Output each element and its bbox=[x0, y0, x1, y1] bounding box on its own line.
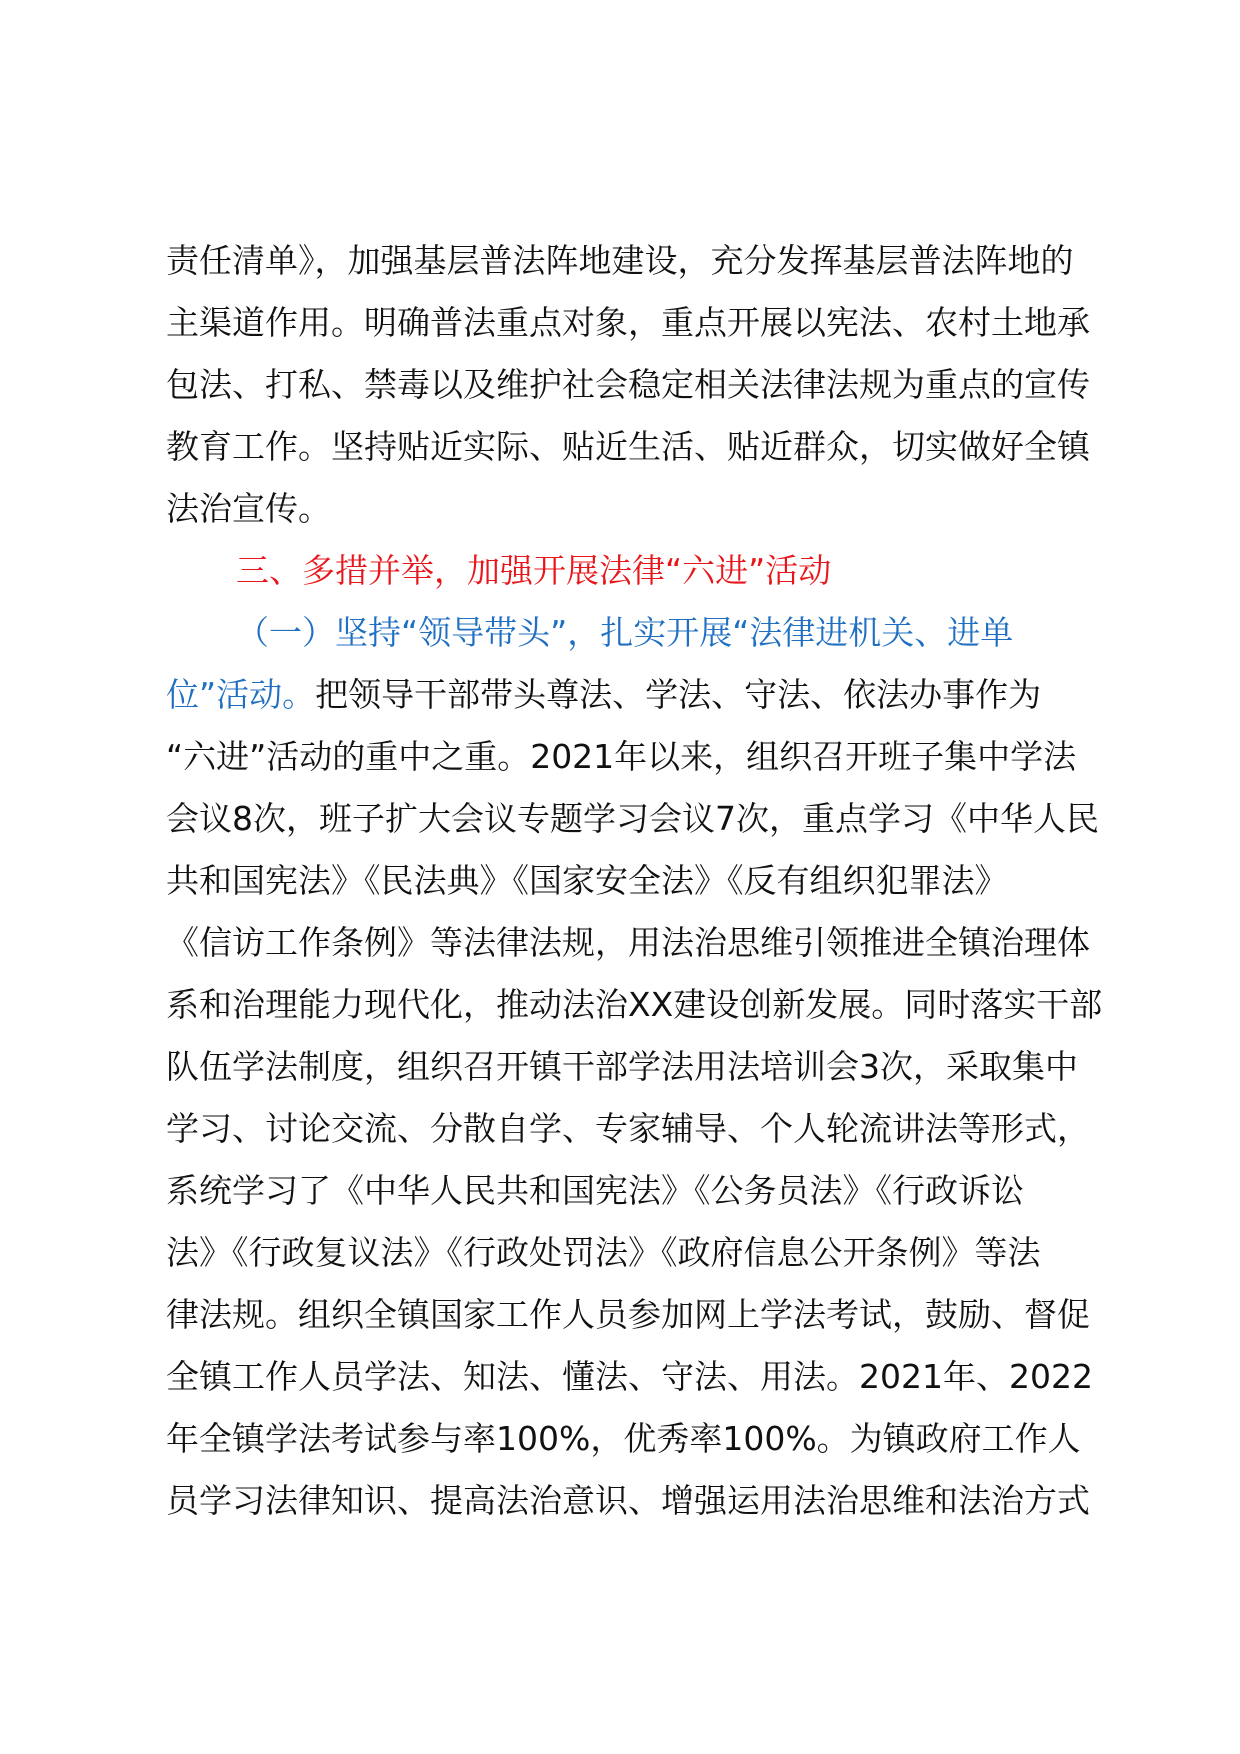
paragraph-line: 会议8次，班子扩大会议专题学习会议7次，重点学习《中华人民 bbox=[166, 799, 1099, 838]
subsection-heading-end: 位”活动。 bbox=[166, 675, 316, 714]
subsection-paragraph bbox=[166, 602, 1106, 1532]
paragraph-text: 把领导干部带头尊法、学法、守法、依法办事作为 bbox=[315, 675, 1042, 714]
subsection-heading-line: （一）坚持“领导带头”，扎实开展“法律进机关、进单 bbox=[236, 613, 1014, 652]
paragraph-line: 法》《行政复议法》《行政处罚法》《政府信息公开条例》等法 bbox=[166, 1233, 1041, 1272]
paragraph-line: 《信访工作条例》等法律法规，用法治思维引领推进全镇治理体 bbox=[166, 923, 1090, 962]
paragraph-line: 主渠道作用。明确普法重点对象，重点开展以宪法、农村土地承 bbox=[166, 303, 1090, 342]
continuation-paragraph bbox=[166, 230, 1106, 540]
paragraph-line: 系统学习了《中华人民共和国宪法》《公务员法》《行政诉讼 bbox=[166, 1171, 1024, 1210]
paragraph-line: 系和治理能力现代化，推动法治XX建设创新发展。同时落实干部 bbox=[166, 985, 1103, 1024]
paragraph-line: 全镇工作人员学法、知法、懂法、守法、用法。2021年、2022 bbox=[166, 1357, 1093, 1396]
paragraph-line: 学习、讨论交流、分散自学、专家辅导、个人轮流讲法等形式， bbox=[166, 1109, 1090, 1148]
paragraph-line bbox=[166, 664, 1106, 726]
paragraph-line: 队伍学法制度，组织召开镇干部学法用法培训会3次，采取集中 bbox=[166, 1047, 1078, 1086]
paragraph-line: 员学习法律知识、提高法治意识、增强运用法治思维和法治方式 bbox=[166, 1481, 1090, 1520]
paragraph-line: 律法规。组织全镇国家工作人员参加网上学法考试，鼓励、督促 bbox=[166, 1295, 1090, 1334]
paragraph-line: 共和国宪法》《民法典》《国家安全法》《反有组织犯罪法》 bbox=[166, 861, 1008, 900]
paragraph-line: 年全镇学法考试参与率100%，优秀率100%。为镇政府工作人 bbox=[166, 1419, 1081, 1458]
document-body bbox=[166, 230, 1106, 1532]
paragraph-line: 包法、打私、禁毒以及维护社会稳定相关法律法规为重点的宣传 bbox=[166, 365, 1090, 404]
paragraph-line: 教育工作。坚持贴近实际、贴近生活、贴近群众，切实做好全镇 bbox=[166, 427, 1090, 466]
paragraph-line: “六进”活动的重中之重。2021年以来，组织召开班子集中学法 bbox=[166, 737, 1077, 776]
paragraph-line: 法治宣传。 bbox=[166, 489, 331, 528]
section-heading: 三、多措并举，加强开展法律“六进”活动 bbox=[236, 551, 832, 590]
paragraph-line: 责任清单》，加强基层普法阵地建设，充分发挥基层普法阵地的 bbox=[166, 241, 1074, 280]
